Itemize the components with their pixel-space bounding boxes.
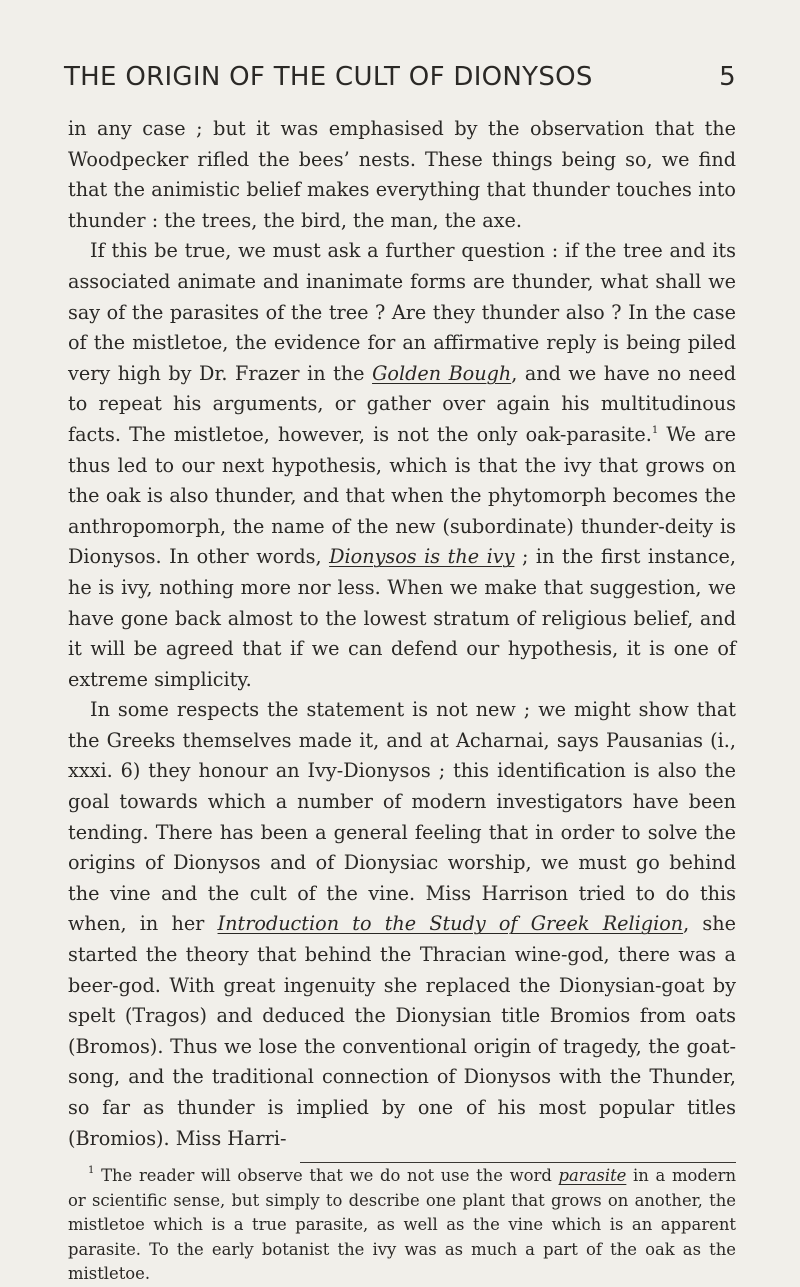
page-number: 5 [719, 62, 736, 92]
footnote-divider [300, 1162, 736, 1163]
paragraph [68, 114, 736, 236]
footnote-marker: 1 [88, 1165, 95, 1176]
page-header [60, 62, 740, 92]
italic-title: parasite [558, 1166, 627, 1185]
paragraph [68, 695, 736, 1154]
italic-title: Introduction to the Study of Greek Religion [217, 912, 684, 936]
text-run: , she started the theory that behind the Thracian wine-god, there was a beer-god. With great ingenuity she replaced the Dionysian-goat by spelt (Tragos) and deduced the Dionysian title Bromios from oats (Bromos). Thus we lose the conventional origin of tragedy, the goat-song, and the traditional connection of Dionysos with the Thunder, so far as thunder is implied by one of his most popular titles (Bromios). Miss Harri- [68, 912, 736, 1150]
text-run: If this be true, we must ask a further question : if the tree and its associated animate and inanimate forms are thunder, what shall we say of the parasites of the tree ? Are they thunder also ? In the case of the mistletoe, the evidence for an affirmative reply is being piled very high by Dr. Frazer in the [68, 239, 736, 385]
text-run: In some respects the statement is not new ; we might show that the Greeks themselves made it, and at Acharnai, says Pausanias (i., xxxi. 6) they honour an Ivy-Dionysos ; this identification is also the goal towards which a number of modern investigators have been tending. There has been a general feeling that in order to solve the origins of Dionysos and of Dionysiac worship, we must go behind the vine and the cult of the vine. Miss Harrison tried to do this when, in her [68, 698, 736, 936]
footnote [68, 1164, 736, 1287]
italic-title: Golden Bough [372, 361, 512, 385]
text-run: , and we have no need to repeat his arguments, or gather over again his multitudinous facts. The mistletoe, however, is not the only oak-parasite. [68, 361, 736, 446]
footnote-marker: 1 [651, 424, 659, 436]
text-run: We are thus led to our next hypothesis, which is that the ivy that grows on the oak is also thunder, and that when the phytomorph becomes the anthropomorph, the name of the new (subordinate) thunder-deity is Dionysos. In other words, [68, 422, 736, 569]
paragraph [68, 236, 736, 695]
text-run: in any case ; but it was emphasised by the observation that the Woodpecker rifled the bees’ nests. These things being so, we find that the animistic belief makes everything that thunder touches into thunder : the trees, the bird, the man, the axe. [68, 117, 736, 232]
text-run: ; in the first instance, he is ivy, nothing more nor less. When we make that suggestion, we have gone back almost to the lowest stratum of religious belief, and it will be agreed that if we can defend our hypothesis, it is one of extreme simplicity. [68, 545, 736, 691]
text-run: The reader will observe that we do not use the word [94, 1166, 559, 1185]
main-text [68, 114, 736, 1154]
footnote-paragraph [68, 1164, 736, 1287]
italic-title: Dionysos is the ivy [329, 545, 515, 569]
text-run: in a modern or scientific sense, but simply to describe one plant that grows on another, the mistletoe which is a true parasite, as well as the vine which is an apparent parasite. To the early botanist the ivy was as much a part of the oak as the mistletoe. [68, 1166, 736, 1283]
running-title: THE ORIGIN OF THE CULT OF DIONYSOS [64, 62, 593, 92]
